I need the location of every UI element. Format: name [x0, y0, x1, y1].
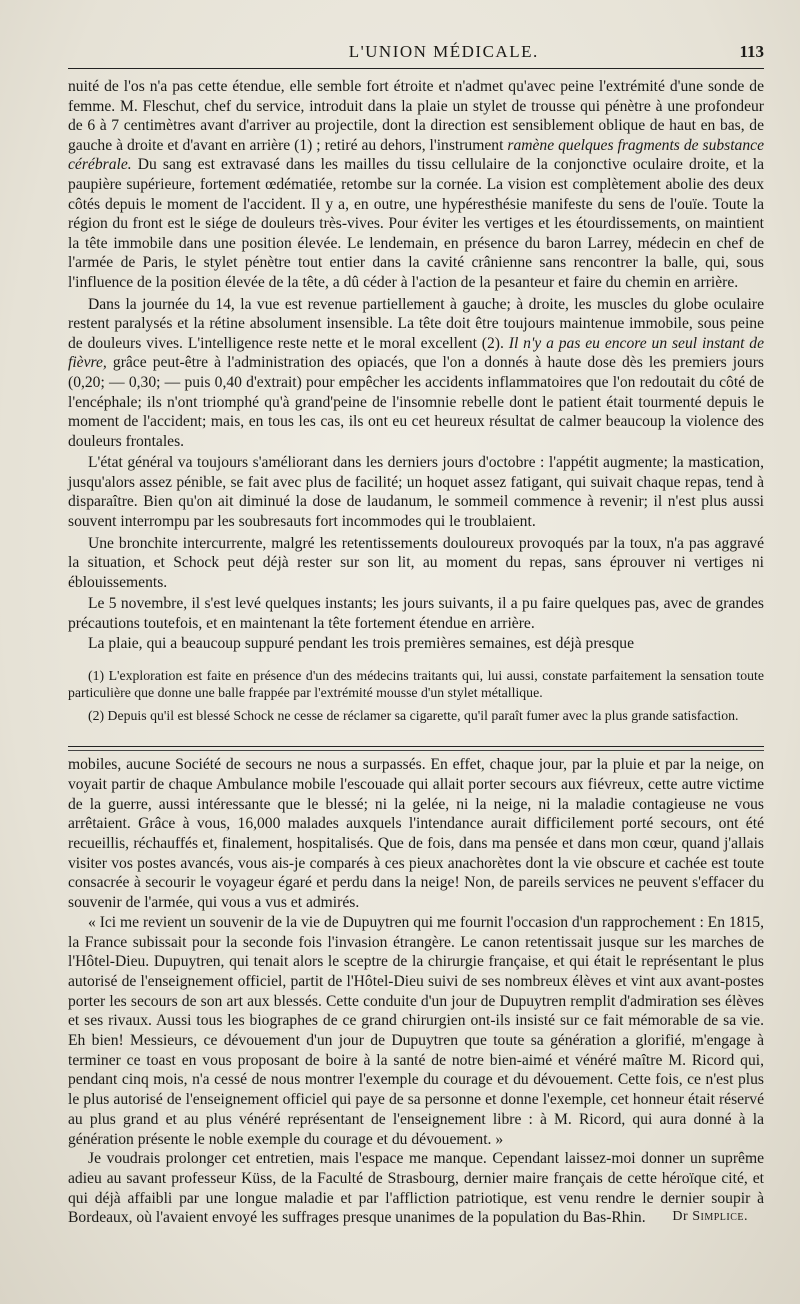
section-divider: [68, 746, 764, 751]
paragraph-6: La plaie, qui a beaucoup suppuré pendant les trois premières semaines, est déjà presque: [88, 634, 635, 652]
feuilleton-paragraph-1: mobiles, aucune Société de secours ne nous a surpassés. En effet, chaque jour, par la pluie et par la neige, on voyait partir de chaque Ambulance mobile l'escouade qui allait porter secours aux fiévreux, cette autre victime de la guerre, aussi intéressante que le blessé; ni la gelée, ni la neige, ni la maladie contagieuse ne vous arrêtaient. Grâce à vous, 16,000 malades auxquels l'intendance aurait difficilement porté secours, ont été recueillis, réchauffés et, finalement, hospitalisés. Que de fois, dans ma pensée et dans mon cœur, quand j'allais visiter vos postes avancés, vous ais-je comparés à ces pieux anachorètes dont la vie obscure et cachée est toute consacrée à secourir le voyageur égaré et perdu dans la neige! Non, de pareils services ne peuvent s'effacer du souvenir de l'armée, qui vous a vus et admirés.: [68, 756, 764, 912]
paragraph-2-text-b: grâce peut-être à l'administration des opiacés, que l'on a donnés à haute dose dès les premiers jours (0,20; — 0,30; — puis 0,40 d'extrait) pour empêcher les accidents inflammatoires que l'on redoutait du côté de l'encéphale; ils n'ont triomphé qu'à grand'peine de l'insomnie rebelle dont le patient était tourmenté depuis le moment de l'accident; mais, en tous les cas, ils ont eu cet heureux résultat de calmer beaucoup la violence des douleurs frontales.: [68, 354, 764, 450]
paragraph-4: Une bronchite intercurrente, malgré les retentissements douloureux provoqués par la toux, n'a pas aggravé la situation, et Schock peut déjà rester sur son lit, au moment du repas, sans éprouver ni vertiges ni éblouissements.: [68, 534, 764, 591]
paragraph-3: L'état général va toujours s'améliorant dans les derniers jours d'octobre : l'appétit augmente; la mastication, jusqu'alors assez pénible, se fait avec plus de facilité; un hoquet assez fatigant, qui suivait chaque repas, tend à disparaître. Bien qu'on ait diminué la dose de laudanum, le sommeil commence à revenir; il n'est plus aussi souvent interrompu par les soubresauts fort incommodes qui le troublaient.: [68, 454, 764, 531]
paragraph-2-text-a: Dans la journée du 14, la vue est revenue partiellement à gauche; à droite, les muscles du globe oculaire restent paralysés et la rétine absolument insensible. La tête doit être toujours maintenue immobile, sous peine de douleurs vives. L'intelligence reste nette et le moral excellent (2).: [68, 295, 764, 352]
running-head: [68, 42, 764, 69]
signature-name: Simplice.: [692, 1209, 748, 1225]
signature-prefix: Dr: [672, 1209, 689, 1225]
page-number: 113: [739, 42, 764, 61]
feuilleton-paragraph-2: « Ici me revient un souvenir de la vie de Dupuytren qui me fournit l'occasion d'un rapprochement : En 1815, la France subissait pour la seconde fois l'invasion étrangère. Le canon retentissait jusque sur les marches de l'Hôtel-Dieu. Dupuytren, qui tenait alors le sceptre de la chirurgie française, et qui était le représentant le plus autorisé de l'enseignement officiel, partit de l'Hôtel-Dieu suivi de ses nombreux élèves et vint aux avant-postes porter les secours de son art aux blessés. Cette conduite d'un jour de Dupuytren remplit d'admiration ses élèves et ses rivaux. Aussi tous les biographes de ce grand chirurgien ont-ils insisté sur ce fait mémorable de sa vie. Eh bien! Messieurs, ce dévouement d'un jour de Dupuytren que toute sa génération a glorifié, m'engage à terminer ce toast en vous proposant de boire à la santé de notre bien-aimé et vénéré maître M. Ricord qui, pendant cinq mois, n'a cessé de nous montrer l'exemple du courage et du dévouement. Cette fois, ce n'est plus le plus autorisé de l'enseignement officiel qui paye de sa personne et donne l'exemple, cet honneur était réservé au plus grand et au plus vénéré représentant de l'enseignement libre : à M. Ricord, qui aura donné à la génération présente le noble exemple du courage et du dévouement. »: [68, 913, 764, 1148]
paragraph-1: [68, 77, 764, 293]
paragraph-5: Le 5 novembre, il s'est levé quelques instants; les jours suivants, il a pu faire quelques pas, avec de grandes précautions toutefois, et en maintenant la tête fortement étendue en arrière.: [68, 595, 764, 633]
footnote-2: (2) Depuis qu'il est blessé Schock ne cesse de réclamer sa cigarette, qu'il paraît fumer avec la plus grande satisfaction.: [88, 708, 739, 724]
article-top-column: [68, 77, 764, 653]
feuilleton-column: [68, 755, 764, 1225]
paragraph-1-end: Du sang est extravasé dans les mailles du tissu cellulaire de la conjonctive oculaire droite, et la paupière supérieure, fortement œdématiée, retombe sur la cornée. La vision est complètement abolie des deux côtés depuis le moment de l'accident. Il y a, en outre, une hypéresthésie manifeste du sens de l'ouïe. Toute la région du front est le siége de douleurs très-vives. Pour éviter les vertiges et les étourdissements, on maintient la tête immobile dans une position élevée. Le lendemain, en présence du baron Larrey, médecin en chef de l'armée de Paris, le stylet pénètre tout entier dans la cavité crânienne sans rencontrer la balle, qui, sous l'influence de la position élevée de la tête, a dû céder à l'action de la pesanteur et faire du chemin en arrière.: [68, 156, 765, 291]
paragraph-1-text: nuité de l'os n'a pas cette étendue, elle semble fort étroite et n'admet qu'avec peine l'extrémité d'une sonde de femme. M. Fleschut, chef du service, introduit dans la plaie un stylet de trousse qui pénètre à une profondeur de 6 à 7 centimètres avant d'arriver au projectile, dont la direction est sensiblement oblique de haut en bas, de gauche à droite et d'avant en arrière (1) ; retiré au dehors, l'instrument: [68, 78, 764, 154]
paragraph-1-italic: ramène quelques fragments de substance cérébrale.: [68, 136, 764, 174]
journal-title: L'UNION MÉDICALE.: [348, 42, 539, 61]
footnote-1: (1) L'exploration est faite en présence d'un des médecins traitants qui, lui aussi, constate parfaitement la sensation toute particulière que donne une balle frappée par l'extrémité mousse d'un stylet métallique.: [68, 668, 764, 701]
footnotes: [68, 667, 764, 724]
feuilleton-paragraph-3: Je voudrais prolonger cet entretien, mais l'espace me manque. Cependant laissez-moi donner un suprême adieu au savant professeur Küss, de la Faculté de Strasbourg, dernier maire français de cette héroïque cité, et qui déjà affaibli par une longue maladie et par l'affliction patriotique, est venu rendre le dernier soupir à Bordeaux, où l'avaient envoyé les suffrages presque unanimes de la population du Bas-Rhin.: [68, 1150, 764, 1227]
paragraph-2: [68, 295, 764, 452]
paragraph-2-italic: Il n'y a pas eu encore un seul instant de fièvre,: [68, 334, 764, 372]
